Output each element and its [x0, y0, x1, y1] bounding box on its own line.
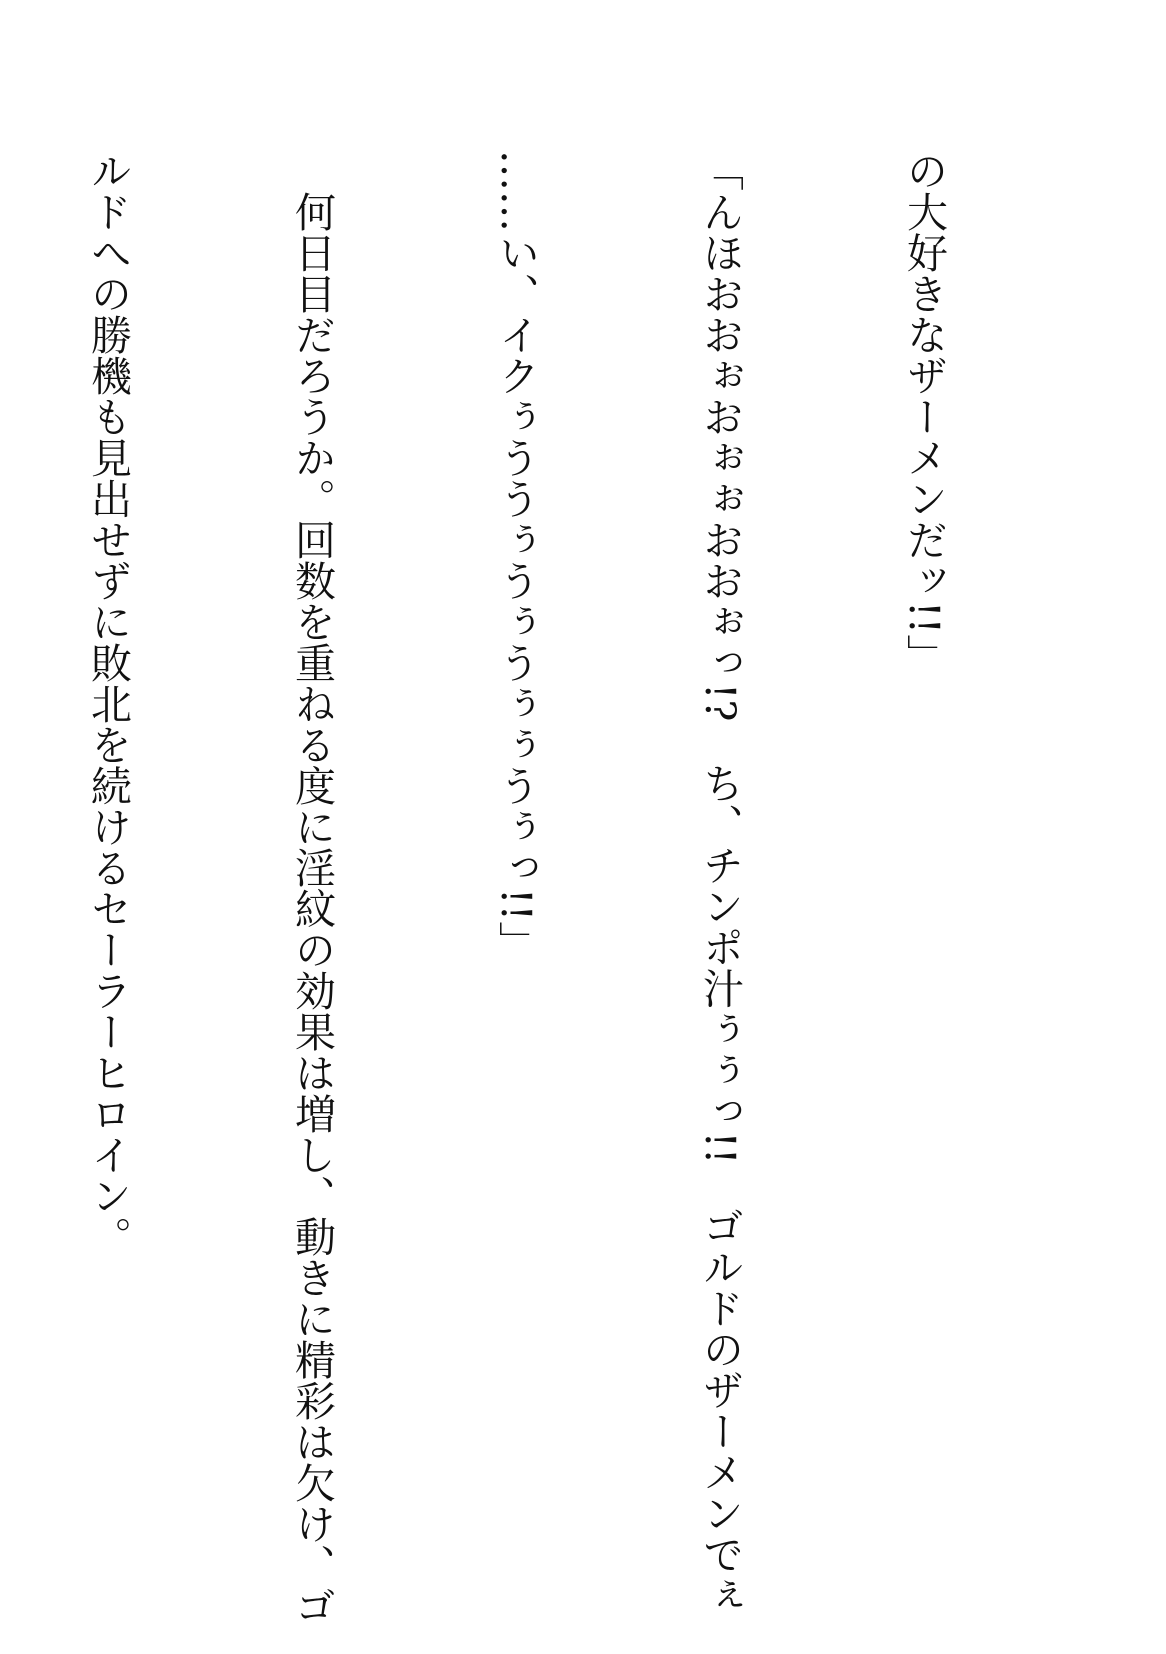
- text-line-1: の大好きなザーメンだッ!!」: [900, 150, 948, 675]
- text-line-3: ……い、イクぅううぅうぅうぅぅうぅっ!!」: [492, 150, 540, 962]
- text-line-4: 何日目だろうか。回数を重ねる度に淫紋の効果は増し、動きに精彩は欠け、ゴ: [288, 150, 336, 1626]
- text-line-2: 「んほおおぉおぉぉおおぉっ!? ち、チンポ汁ぅぅっ!! ゴルドのザーメンでぇ: [696, 150, 744, 1616]
- vertical-text-body: [0, 150, 1094, 1626]
- text-line-5: ルドへの勝機も見出せずに敗北を続けるセーラーヒロイン。: [84, 150, 132, 1257]
